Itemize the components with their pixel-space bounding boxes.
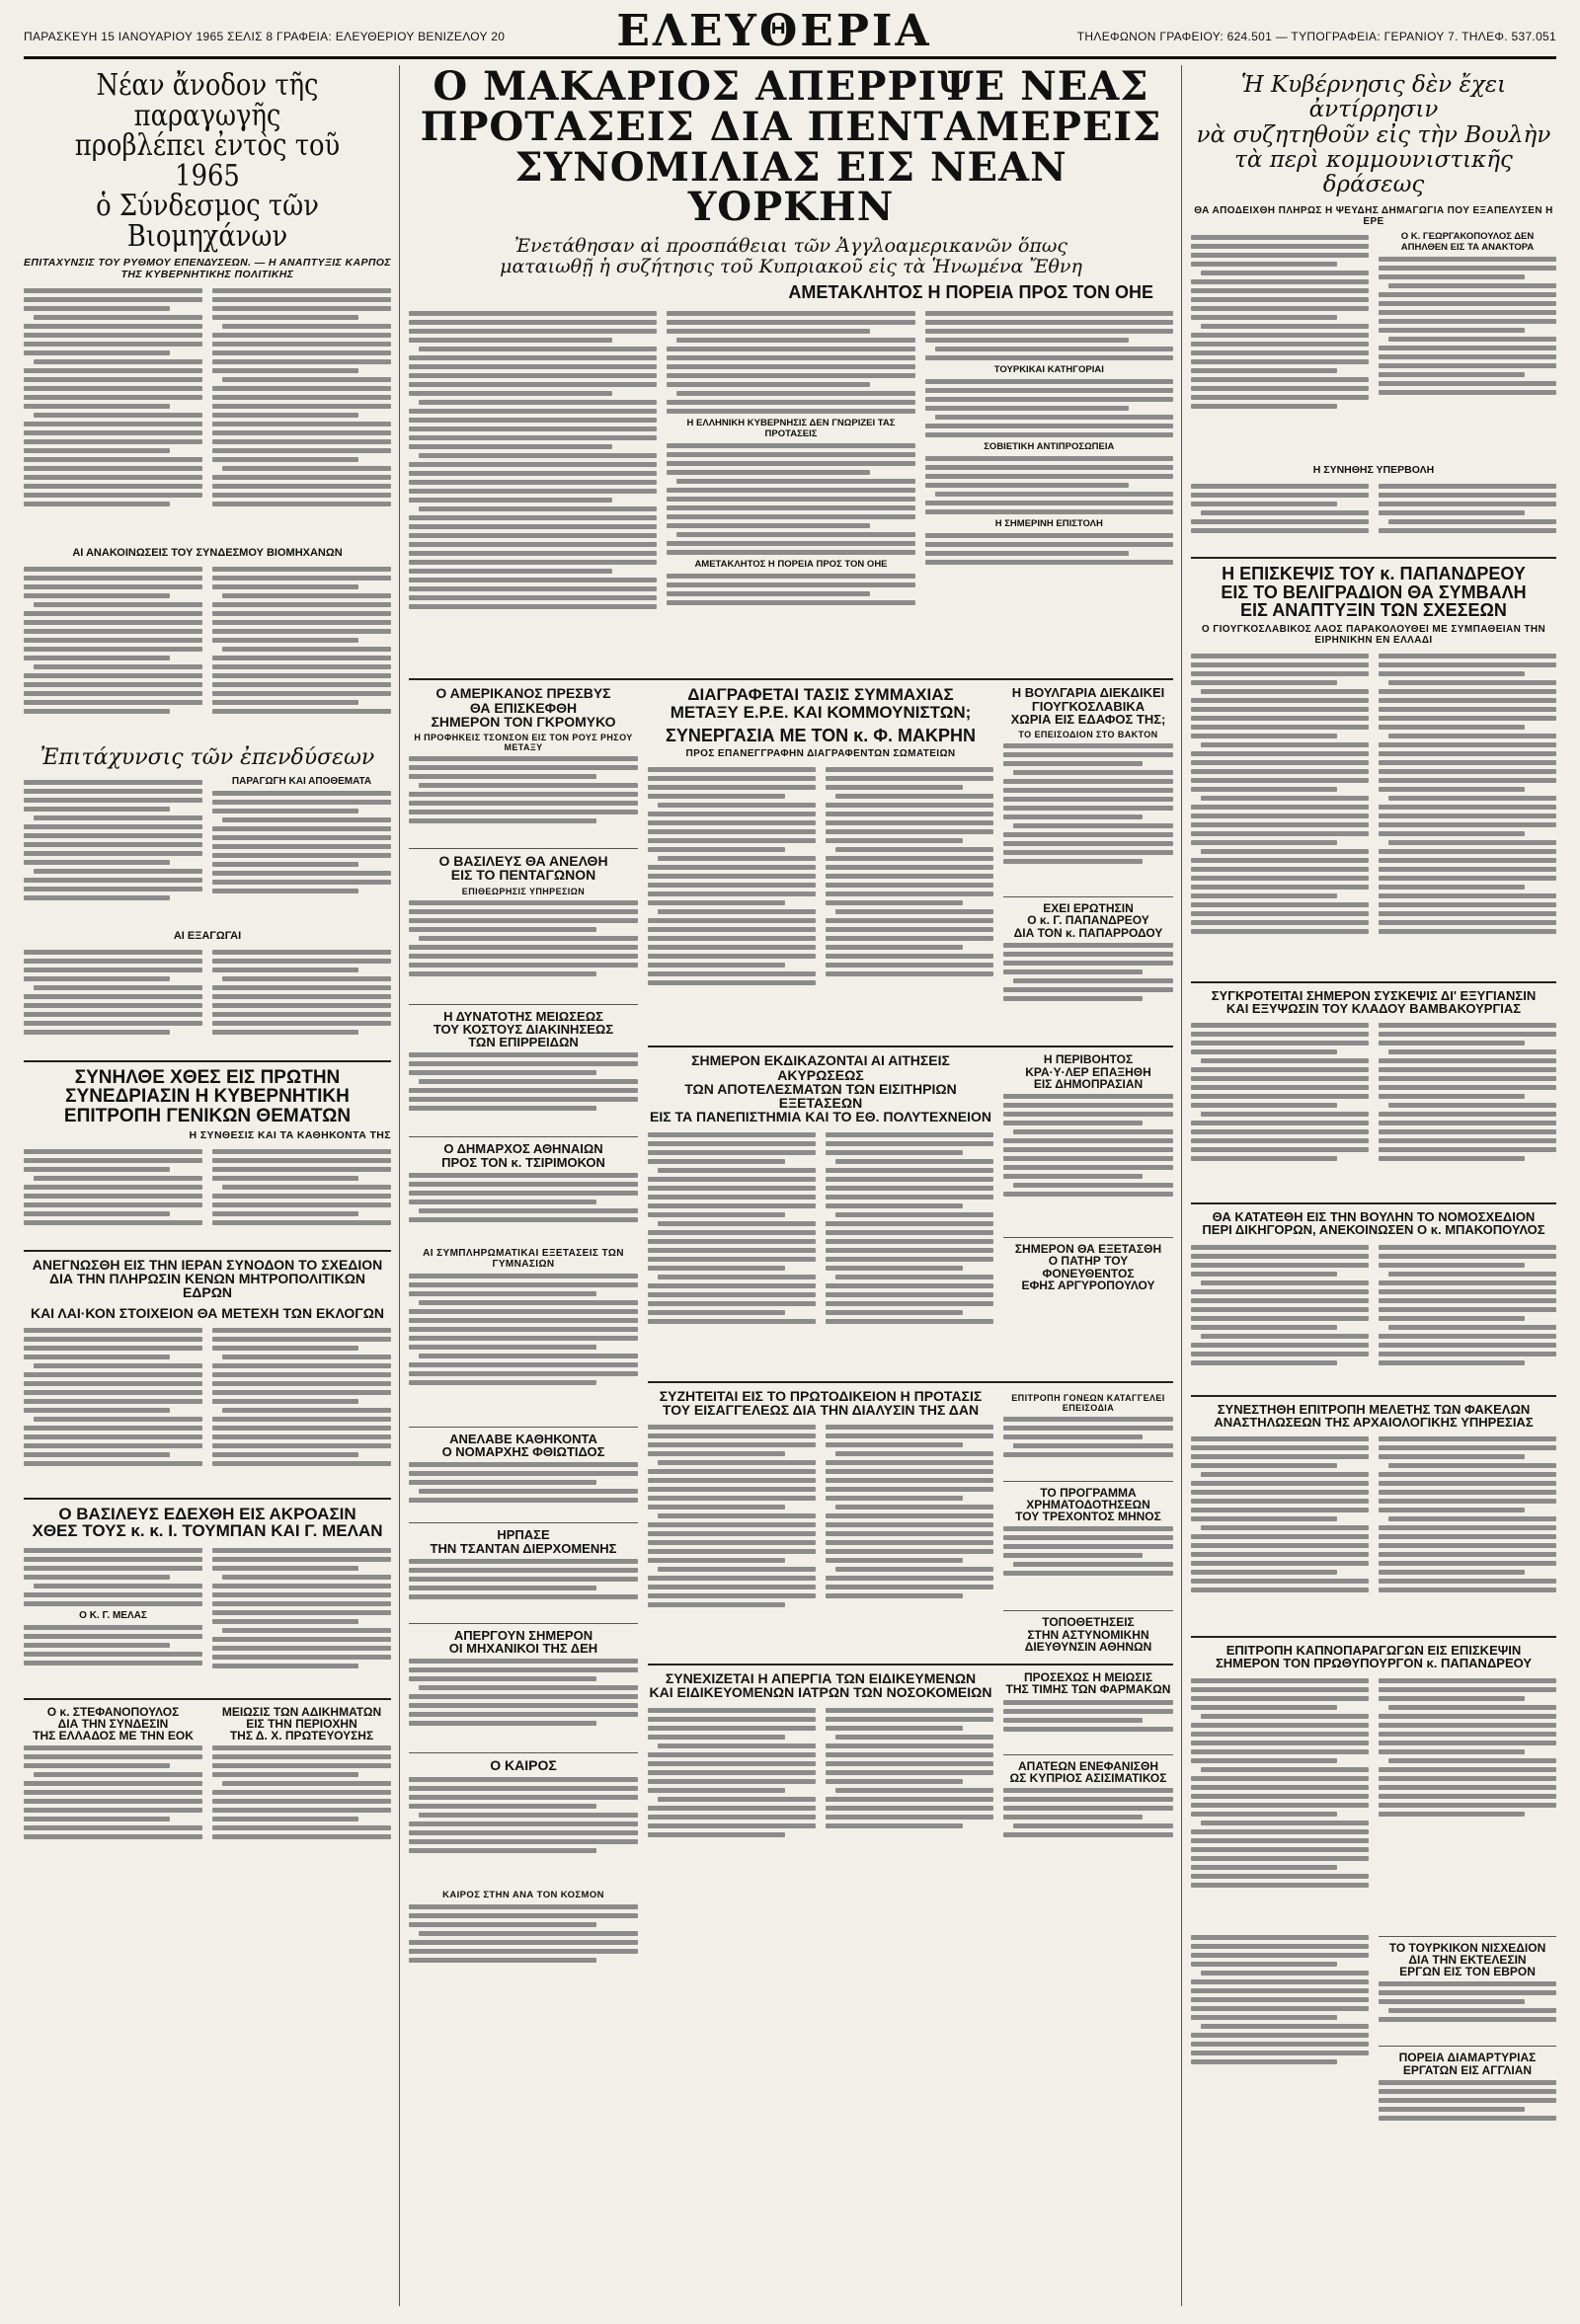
divider — [1003, 1754, 1173, 1755]
headline-line: ΚΑΙ ΕΞΥΨΩΣΙΝ ΤΟΥ ΚΛΑΔΟΥ ΒΑΜΒΑΚΟΥΡΓΙΑΣ — [1225, 1000, 1522, 1016]
doctors-row — [648, 1671, 1173, 1882]
headline-line: ΤΟΥ ΕΙΣΑΓΓΕΛΕΩΣ ΔΙΑ ΤΗΝ ΔΙΑΛΥΣΙΝ ΤΗΣ ΔΑΝ — [662, 1401, 980, 1418]
headline-line: ΧΘΕΣ ΤΟΥΣ κ. κ. Ι. ΤΟΥΜΠΑΝ ΚΑΙ Γ. ΜΕΛΑΝ — [32, 1521, 383, 1541]
headline-line: ΕΠΙΤΡΟΠΗ ΚΑΠΝΟΠΑΡΑΓΩΓΩΝ ΕΙΣ ΕΠΙΣΚΕΨΙΝ — [1225, 1643, 1522, 1659]
headline-line: Ο κ. Γ. ΠΑΠΑΝΔΡΕΟΥ — [1027, 913, 1149, 928]
headline-line: ΠΡΟΣΕΧΩΣ Η ΜΕΙΩΣΙΣ — [1023, 1670, 1153, 1685]
headline-line: Ο ΔΗΜΑΡΧΟΣ ΑΘΗΝΑΙΩΝ — [443, 1141, 603, 1157]
synod-headline — [24, 1258, 391, 1320]
headline-line: ΚΡΑ·Υ·ΛΕΡ ΕΠΑΞΗΘΗ — [1025, 1064, 1151, 1079]
headline-line: ΔΙΑ ΤΗΝ ΕΚΤΕΛΕΣΙΝ — [1408, 1952, 1527, 1967]
headline-line: ΕΧΕΙ ΕΡΩΤΗΣΙΝ — [1043, 901, 1134, 916]
headline-line: Νέαν ἄνοδον τῆς παραγωγῆς — [96, 68, 319, 133]
exaggeration-body — [1191, 480, 1556, 551]
investment-body — [24, 776, 391, 924]
synod-body — [24, 1324, 391, 1492]
headline-line: ΣΥΝΕΣΤΗΘΗ ΕΠΙΤΡΟΠΗ ΜΕΛΕΤΗΣ ΤΩΝ ΦΑΚΕΛΩΝ — [1217, 1401, 1531, 1417]
headline-line: ΑΝΕΓΝΩΣΘΗ ΕΙΣ ΤΗΝ ΙΕΡΑΝ ΣΥΝΟΔΟΝ ΤΟ ΣΧΕΔΙΟΝ — [32, 1256, 383, 1273]
king-kicker: ΕΠΙΘΕΩΡΗΣΙΣ ΥΠΗΡΕΣΙΩΝ — [461, 886, 586, 896]
headline-line: Ο κ. ΣΤΕΦΑΝΟΠΟΥΛΟΣ — [46, 1704, 180, 1719]
headline-line: τὰ περὶ κομμουνιστικῆς δράσεως — [1234, 146, 1513, 198]
synod-subhead: ΚΑΙ ΛΑΙ·ΚΟΝ ΣΤΟΙΧΕΙΟΝ ΘΑ ΜΕΤΕΧΗ ΤΩΝ ΕΚΛΟΓΩΝ — [30, 1304, 385, 1321]
headline-line: ΣΥΝΗΛΘΕ ΧΘΕΣ ΕΙΣ ΠΡΩΤΗΝ — [74, 1066, 341, 1088]
column-rule — [1181, 65, 1182, 2306]
divider — [1003, 1610, 1173, 1611]
divider — [1003, 1237, 1173, 1238]
mayor-kicker: ΑΙ ΣΥΜΠΛΗΡΩΜΑΤΙΚΑΙ ΕΞΕΤΑΣΕΙΣ ΤΩΝ ΓΥΜΝΑΣΙΩΝ — [423, 1247, 624, 1270]
headline-line: ΣΗΜΕΡΟΝ ΘΑ ΕΞΕΤΑΣΘΗ — [1014, 1242, 1162, 1257]
masthead-phone-line: ΤΗΛΕΦΩΝΟΝ ΓΡΑΦΕΙΟΥ: 624.501 — ΤΥΠΟΓΡΑΦΕΙΑ: ΓΕΡΑΝΙΟΥ 7. ΤΗΛΕΦ. 537.051 — [1076, 30, 1556, 43]
archaeology-body — [1191, 1433, 1556, 1630]
prosecutor-row — [648, 1389, 1173, 1659]
split-kicker: ΠΡΟΣ ΕΠΑΝΕΓΓΡΑΦΗΝ ΔΙΑΓΡΑΦΕΝΤΩΝ ΣΩΜΑΤΕΙΩΝ — [685, 748, 956, 760]
industry-body — [24, 284, 391, 541]
cotton-body — [1191, 1019, 1556, 1197]
doctors-body — [648, 1704, 993, 1882]
headline-line: ΤΗΣ ΤΙΜΗΣ ΤΩΝ ΦΑΡΜΑΚΩΝ — [1005, 1682, 1171, 1697]
world-weather-title: ΚΑΙΡΟΣ ΣΤΗΝ ΑΝΑ ΤΟΝ ΚΟΣΜΟΝ — [442, 1889, 604, 1900]
center-wide-area — [648, 686, 1173, 1992]
split-and-bulgaria — [648, 686, 1173, 1040]
divider — [1191, 981, 1556, 983]
masthead — [24, 6, 1556, 59]
headline-line: ΑΝΑΣΤΗΛΩΣΕΩΝ ΤΗΣ ΑΡΧΑΙΟΛΟΓΙΚΗΣ ΥΠΗΡΕΣΙΑΣ — [1214, 1414, 1534, 1430]
tobacco-body — [1191, 1674, 1556, 1931]
headline-line: Ο ΑΜΕΡΙΚΑΝΟΣ ΠΡΕΣΒΥΣ — [435, 685, 611, 702]
divider — [24, 1498, 391, 1500]
split-subhead: ΣΥΝΕΡΓΑΣΙΑ ΜΕ ΤΟΝ κ. Φ. ΜΑΚΡΗΝ — [666, 725, 976, 745]
headline-line: ΔΙΑ ΤΗΝ ΣΥΝΔΕΣΙΝ — [57, 1716, 169, 1731]
king-audience-body — [24, 1544, 391, 1692]
divider — [409, 848, 638, 849]
headline-line: ΣΥΓΚΡΟΤΕΙΤΑΙ ΣΗΜΕΡΟΝ ΣΥΣΚΕΨΙΣ ΔΙ' ΕΞΥΓΙΑΝΣΙΝ — [1211, 987, 1537, 1003]
headline-line: ΚΑΙ ΕΙΔΙΚΕΥΟΜΕΝΩΝ ΙΑΤΡΩΝ ΤΩΝ ΝΟΣΟΚΟΜΕΙΩΝ — [649, 1684, 992, 1701]
turkish-subhead: ΤΟΥΡΚΙΚΑΙ ΚΑΤΗΓΟΡΙΑΙ — [993, 364, 1104, 376]
headline-line: ΕΡΓΑΤΩΝ ΕΙΣ ΑΓΓΛΙΑΝ — [1402, 2062, 1533, 2077]
archaeology-headline — [1191, 1403, 1556, 1430]
right-bottom-area — [1191, 1931, 1556, 2139]
headline-line: ΩΣ ΚΥΠΡΙΟΣ ΑΣΙΣΙΜΑΤΙΚΟΣ — [1009, 1770, 1167, 1785]
headline-line: ΣΥΝΕΔΡΙΑΣΙΝ Η ΚΥΒΕΡΝΗΤΙΚΗ — [65, 1086, 350, 1108]
split-body — [648, 763, 993, 1040]
exaggeration-subhead: Η ΣΥΝΗΘΗΣ ΥΠΕΡΒΟΛΗ — [1312, 464, 1435, 477]
prosecutor-body — [648, 1421, 993, 1658]
headline-line: ΣΥΝΕΧΙΖΕΤΑΙ Η ΑΠΕΡΓΙΑ ΤΩΝ ΕΙΔΙΚΕΥΜΕΝΩΝ — [665, 1670, 977, 1687]
headline-line: ΤΗΝ ΤΣΑΝΤΑΝ ΔΙΕΡΧΟΜΕΝΗΣ — [430, 1540, 617, 1556]
headline-line: ΤΗΣ ΕΛΛΑΔΟΣ ΜΕ ΤΗΝ ΕΟΚ — [33, 1729, 194, 1743]
industry-subhead: ΑΙ ΑΝΑΚΟΙΝΩΣΕΙΣ ΤΟΥ ΣΥΝΔΕΣΜΟΥ ΒΙΟΜΗΧΑΝΩΝ — [72, 546, 343, 559]
headline-line: ΘΑ ΕΠΙΣΚΕΦΘΗ — [469, 699, 578, 716]
divider — [1003, 1481, 1173, 1482]
headline-line: ΤΟ ΠΡΟΓΡΑΜΜΑ — [1040, 1485, 1137, 1500]
headline-line: Η ΕΠΙΣΚΕΨΙΣ ΤΟΥ κ. ΠΑΠΑΝΔΡΕΟΥ — [1222, 564, 1526, 584]
headline-line: Ο ΒΑΣΙΛΕΥΣ ΘΑ ΑΝΕΛΘΗ — [438, 853, 608, 870]
headline-line: ΗΡΠΑΣΕ — [497, 1527, 550, 1543]
divider — [1191, 1636, 1556, 1638]
headline-line: ΕΙΣ ΤΟ ΒΕΛΙΓΡΑΔΙΟΝ ΘΑ ΣΥΜΒΑΛΗ — [1221, 581, 1527, 602]
main-headline — [409, 65, 1173, 231]
greek-gov-subhead: Η ΕΛΛΗΝΙΚΗ ΚΥΒΕΡΝΗΣΙΣ ΔΕΝ ΓΝΩΡΙΖΕΙ ΤΑΣ ΠΡΟΤΑΣΕΙΣ — [686, 418, 896, 440]
divider — [1379, 2046, 1556, 2047]
committee-headline — [24, 1068, 391, 1125]
headline-line: Ο ΒΑΣΙΛΕΥΣ ΕΔΕΧΘΗ ΕΙΣ ΑΚΡΟΑΣΙΝ — [58, 1504, 356, 1523]
un-repeat-subhead: ΑΜΕΤΑΚΛΗΤΟΣ Η ΠΟΡΕΙΑ ΠΡΟΣ ΤΟΝ ΟΗΕ — [694, 559, 888, 571]
headline-line: ΕΙΣ ΑΝΑΠΤΥΞΙΝ ΤΩΝ ΣΧΕΣΕΩΝ — [1240, 600, 1507, 621]
headline-line: ὁ Σύνδεσμος τῶν Βιομηχάνων — [96, 189, 319, 254]
headline-line: Ἡ Κυβέρνησις δὲν ἔχει ἀντίρρησιν — [1240, 72, 1507, 123]
headline-line: ΜΕΤΑΞΥ Ε.Ρ.Ε. ΚΑΙ ΚΟΜΜΟΥΝΙΣΤΩΝ; — [670, 702, 972, 722]
lawyers-headline — [1191, 1210, 1556, 1237]
newspaper-title: ΕΛΕΥΘΕΡΙΑ — [616, 6, 932, 56]
headline-line: ΓΙΟΥΓΚΟΣΛΑΒΙΚΑ — [1031, 698, 1146, 714]
headline-line: ΣΥΖΗΤΕΙΤΑΙ ΕΙΣ ΤΟ ΠΡΩΤΟΔΙΚΕΙΟΝ Η ΠΡΟΤΑΣΙΣ — [659, 1387, 983, 1404]
industry-body-2 — [24, 563, 391, 740]
divider — [24, 1698, 391, 1700]
center-lower — [409, 686, 1173, 1992]
center-narrow-column — [409, 686, 638, 1992]
exports-subhead: ΑΙ ΕΞΑΓΩΓΑΙ — [173, 929, 242, 942]
industry-headline — [24, 68, 391, 254]
headline-line: ΠΡΟΣ ΤΟΝ κ. ΤΣΙΡΙΜΟΚΟΝ — [441, 1154, 605, 1170]
king-audience-headline — [24, 1506, 391, 1540]
divider — [24, 1060, 391, 1062]
headline-line: ΕΦΗΣ ΑΡΓΥΡΟΠΟΥΛΟΥ — [1021, 1278, 1155, 1292]
divider — [409, 1136, 638, 1137]
weather-title: Ο ΚΑΙΡΟΣ — [490, 1757, 557, 1774]
letter-subhead: Η ΣΗΜΕΡΙΝΗ ΕΠΙΣΤΟΛΗ — [994, 518, 1103, 530]
headline-line: ΕΙΣ ΔΗΜΟΠΡΑΣΙΑΝ — [1033, 1076, 1144, 1091]
cotton-headline — [1191, 989, 1556, 1016]
makarios-body — [409, 307, 1173, 672]
headline-line: ΔΙΑ ΤΟΝ κ. ΠΑΠΑΡΡΟΔΟΥ — [1013, 925, 1163, 940]
amb-kicker: Η ΠΡΟΦΗΚΕΙΣ ΤΣΟΝΣΟΝ ΕΙΣ ΤΟΝ ΡΟΥΣ ΡΗΣΟΥ ΜΕΤΑΞΥ — [414, 733, 633, 753]
headline-line: ΑΝΕΛΑΒΕ ΚΑΘΗΚΟΝΤΑ — [449, 1431, 597, 1446]
headline-line: ΤΟΠΟΘΕΤΗΣΕΙΣ — [1042, 1615, 1135, 1630]
tobacco-headline — [1191, 1644, 1556, 1670]
georgakopoulos-subhead: Ο Κ. ΓΕΩΡΓΑΚΟΠΟΥΛΟΣ ΔΕΝ ΑΠΗΛΘΕΝ ΕΙΣ ΤΑ ΑΝΑΚΤΟΡΑ — [1400, 231, 1535, 254]
exports-body — [24, 946, 391, 1054]
headline-line: Η ΒΟΥΛΓΑΡΙΑ ΔΙΕΚΔΙΚΕΙ — [1011, 685, 1165, 701]
headline-line: ΧΡΗΜΑΤΟΔΟΤΗΣΕΩΝ — [1026, 1497, 1150, 1511]
divider — [409, 678, 1173, 680]
headline-line: ΣΗΜΕΡΟΝ ΤΟΝ ΓΚΡΟΜΥΚΟ — [431, 713, 616, 730]
center-column — [409, 65, 1173, 2316]
divider — [409, 1427, 638, 1428]
melas-subhead: Ο Κ. Γ. ΜΕΛΑΣ — [79, 1609, 147, 1621]
deck-line: ματαιωθῇ ἡ συζήτησις τοῦ Κυπριακοῦ εἰς τὰ Ἡνωμένα Ἔθνη — [500, 256, 1082, 278]
headline-line: ΔΙΑ ΤΗΝ ΠΛΗΡΩΣΙΝ ΚΕΝΩΝ ΜΗΤΡΟΠΟΛΙΤΙΚΩΝ ΕΔΡΩΝ — [48, 1271, 366, 1301]
divider — [409, 1623, 638, 1624]
divider — [648, 1381, 1173, 1383]
divider — [1191, 557, 1556, 559]
section-heading: Ἐπιτάχυνσις τῶν ἐπενδύσεων — [40, 744, 375, 770]
headline-line: Ο ΜΑΚΑΡΙΟΣ ΑΠΕΡΡΙΨΕ ΝΕΑΣ — [433, 65, 1149, 110]
belgrade-kicker: Ο ΓΙΟΥΓΚΟΣΛΑΒΙΚΟΣ ΛΑΟΣ ΠΑΡΑΚΟΛΟΥΘΕΙ ΜΕ ΣΥΜΠΑΘΕΙΑΝ ΤΗΝ ΕΙΡΗΝΙΚΗΝ ΕΝ ΕΛΛΑΔΙ — [1201, 623, 1546, 646]
headline-line: ΠΟΡΕΙΑ ΔΙΑΜΑΡΤΥΡΙΑΣ — [1398, 2051, 1537, 2065]
right-column — [1191, 65, 1556, 2316]
headline-line: ΣΤΗΝ ΑΣΤΥΝΟΜΙΚΗΝ — [1027, 1627, 1149, 1642]
divider — [409, 1522, 638, 1523]
deck-line: Ἐνετάθησαν αἱ προσπάθειαι τῶν Ἀγγλοαμερικανῶν ὅπως — [514, 235, 1068, 258]
divider — [409, 1004, 638, 1005]
industry-kicker: ΕΠΙΤΑΧΥΝΣΙΣ ΤΟΥ ΡΥΘΜΟΥ ΕΠΕΝΔΥΣΕΩΝ. — Η ΑΝΑΠΤΥΞΙΣ ΚΑΡΠΟΣ ΤΗΣ ΚΥΒΕΡΝΗΤΙΚΗΣ ΠΟΛΙΤΙΚΗΣ — [24, 256, 391, 280]
headline-line: ΕΙΣ ΤΑ ΠΑΝΕΠΙΣΤΗΜΙΑ ΚΑΙ ΤΟ ΕΘ. ΠΟΛΥΤΕΧΝΕΙΟΝ — [650, 1109, 991, 1125]
headline-line: ΠΕΡΙ ΔΙΚΗΓΟΡΩΝ, ΑΝΕΚΟΙΝΩΣΕΝ Ο κ. ΜΠΑΚΟΠΟΥΛΟΣ — [1202, 1222, 1545, 1238]
government-headline — [1191, 73, 1556, 197]
un-subhead: ΑΜΕΤΑΚΛΗΤΟΣ Η ΠΟΡΕΙΑ ΠΡΟΣ ΤΟΝ ΟΗΕ — [788, 281, 1153, 302]
divider — [1003, 896, 1173, 897]
headline-line: νὰ συζητηθοῦν εἰς τὴν Βουλὴν — [1196, 121, 1551, 148]
lawyers-body — [1191, 1241, 1556, 1389]
divider — [1191, 1395, 1556, 1397]
headline-line: ΕΙΣ ΤΗΝ ΠΕΡΙΟΧΗΝ — [246, 1716, 357, 1731]
headline-line: ΑΠΕΡΓΟΥΝ ΣΗΜΕΡΟΝ — [453, 1627, 593, 1643]
exam-row — [648, 1053, 1173, 1374]
headline-line: ΑΠΑΤΕΩΝ ΕΝΕΦΑΝΙΣΘΗ — [1017, 1758, 1159, 1773]
divider — [1191, 1202, 1556, 1204]
belgrade-headline — [1191, 565, 1556, 619]
divider — [648, 1046, 1173, 1047]
bulgaria-kicker: ΤΟ ΕΠΕΙΣΟΔΙΟΝ ΣΤΟ ΒΑΚΤΟΝ — [1018, 730, 1158, 740]
headline-line: ΣΥΝΟΜΙΛΙΑΣ ΕΙΣ ΝΕΑΝ ΥΟΡΚΗΝ — [514, 143, 1067, 231]
headline-line: προβλέπει ἐντὸς τοῦ 1965 — [74, 128, 341, 194]
divider — [24, 1250, 391, 1252]
government-kicker: ΘΑ ΑΠΟΔΕΙΧΘΗ ΠΛΗΡΩΣ Η ΨΕΥΔΗΣ ΔΗΜΑΓΩΓΙΑ ΠΟΥ ΕΞΑΠΕΛΥΣΕΝ Η ΕΡΕ — [1194, 205, 1553, 228]
masthead-date-line: ΠΑΡΑΣΚΕΥΗ 15 ΙΑΝΟΥΑΡΙΟΥ 1965 ΣΕΛΙΣ 8 ΓΡΑΦΕΙΑ: ΕΛΕΥΘΕΡΙΟΥ ΒΕΝΙΖΕΛΟΥ 20 — [24, 30, 506, 43]
headline-line: ΤΩΝ ΕΠΙΡΡΕΙΔΩΝ — [468, 1035, 579, 1050]
production-subhead: ΠΑΡΑΓΩΓΗ ΚΑΙ ΑΠΟΘΕΜΑΤΑ — [231, 775, 372, 787]
headline-line: ΜΕΙΩΣΙΣ ΤΩΝ ΑΔΙΚΗΜΑΤΩΝ — [221, 1704, 382, 1719]
headline-line: ΤΟ ΤΟΥΡΚΙΚΟΝ ΝΙΣΧΕΔΙΟΝ — [1388, 1940, 1546, 1955]
committee-body — [24, 1145, 391, 1244]
headline-line: ΣΗΜΕΡΟΝ ΤΟΝ ΠΡΩΘΥΠΟΥΡΓΟΝ κ. ΠΑΠΑΝΔΡΕΟΥ — [1215, 1656, 1533, 1671]
government-body — [1191, 231, 1556, 458]
headline-line: Ο ΠΑΤΗΡ ΤΟΥ ΦΟΝΕΥΘΕΝΤΟΣ — [1042, 1254, 1135, 1280]
headline-line: ΔΙΕΥΘΥΝΣΙΝ ΑΘΗΝΩΝ — [1024, 1639, 1152, 1654]
headline-line: ΠΡΟΤΑΣΕΙΣ ΔΙΑ ΠΕΝΤΑΜΕΡΕΙΣ — [420, 103, 1162, 150]
soviet-subhead: ΣΟΒΙΕΤΙΚΗ ΑΝΤΙΠΡΟΣΩΠΕΙΑ — [984, 441, 1115, 453]
left-column — [24, 65, 391, 2316]
bottom-stories — [24, 1706, 391, 1855]
headline-line: ΟΙ ΜΗΧΑΝΙΚΟΙ ΤΗΣ ΔΕΗ — [448, 1641, 598, 1657]
committee-kicker: Η ΣΥΝΘΕΣΙΣ ΚΑΙ ΤΑ ΚΑΘΗΚΟΝΤΑ ΤΗΣ — [189, 1128, 391, 1141]
headline-line: Ο ΝΟΜΑΡΧΗΣ ΦΘΙΩΤΙΔΟΣ — [441, 1444, 605, 1460]
headline-line: ΧΩΡΙΑ ΕΙΣ ΕΔΑΦΟΣ ΤΗΣ; — [1010, 711, 1166, 727]
column-rule — [399, 65, 400, 2306]
main-deck — [409, 236, 1173, 277]
divider — [648, 1664, 1173, 1666]
headline-line: ΤΩΝ ΑΠΟΤΕΛΕΣΜΑΤΩΝ ΤΩΝ ΕΙΣΙΤΗΡΙΩΝ ΕΞΕΤΑΣΕΩΝ — [684, 1080, 957, 1112]
headline-line: Η ΠΕΡΙΒΟΗΤΟΣ — [1043, 1052, 1134, 1067]
divider — [1379, 1936, 1556, 1937]
headline-line: ΘΑ ΚΑΤΑΤΕΘΗ ΕΙΣ ΤΗΝ ΒΟΥΛΗΝ ΤΟ ΝΟΜΟΣΧΕΔΙΟΝ — [1212, 1209, 1536, 1225]
belgrade-body — [1191, 650, 1556, 975]
headline-line: ΕΡΓΩΝ ΕΙΣ ΤΟΝ ΕΒΡΟΝ — [1399, 1965, 1536, 1979]
divider — [409, 1752, 638, 1753]
headline-line: ΤΟΥ ΚΟΣΤΟΥΣ ΔΙΑΚΙΝΗΣΕΩΣ — [433, 1021, 614, 1037]
headline-line: ΕΠΙΤΡΟΠΗ ΓΕΝΙΚΩΝ ΘΕΜΑΤΩΝ — [63, 1105, 352, 1126]
headline-line: ΣΗΜΕΡΟΝ ΕΚΔΙΚΑΖΟΝΤΑΙ ΑΙ ΑΙΤΗΣΕΙΣ ΑΚΥΡΩΣΕΩΣ — [691, 1052, 950, 1083]
headline-line: Η ΔΥΝΑΤΟΤΗΣ ΜΕΙΩΣΕΩΣ — [443, 1008, 603, 1024]
parents-kicker: ΕΠΙΤΡΟΠΗ ΓΟΝΕΩΝ ΚΑΤΑΓΓΕΛΕΙ ΕΠΕΙΣΟΔΙΑ — [1011, 1392, 1165, 1413]
headline-line: ΤΟΥ ΤΡΕΧΟΝΤΟΣ ΜΗΝΟΣ — [1015, 1510, 1161, 1524]
headline-line: ΔΙΑΓΡΑΦΕΤΑΙ ΤΑΣΙΣ ΣΥΜΜΑΧΙΑΣ — [687, 685, 954, 705]
headline-line: ΕΙΣ ΤΟ ΠΕΝΤΑΓΩΝΟΝ — [450, 867, 596, 884]
exam-body — [648, 1128, 993, 1375]
headline-line: ΤΗΣ Δ. Χ. ΠΡΩΤΕΥΟΥΣΗΣ — [229, 1729, 374, 1743]
